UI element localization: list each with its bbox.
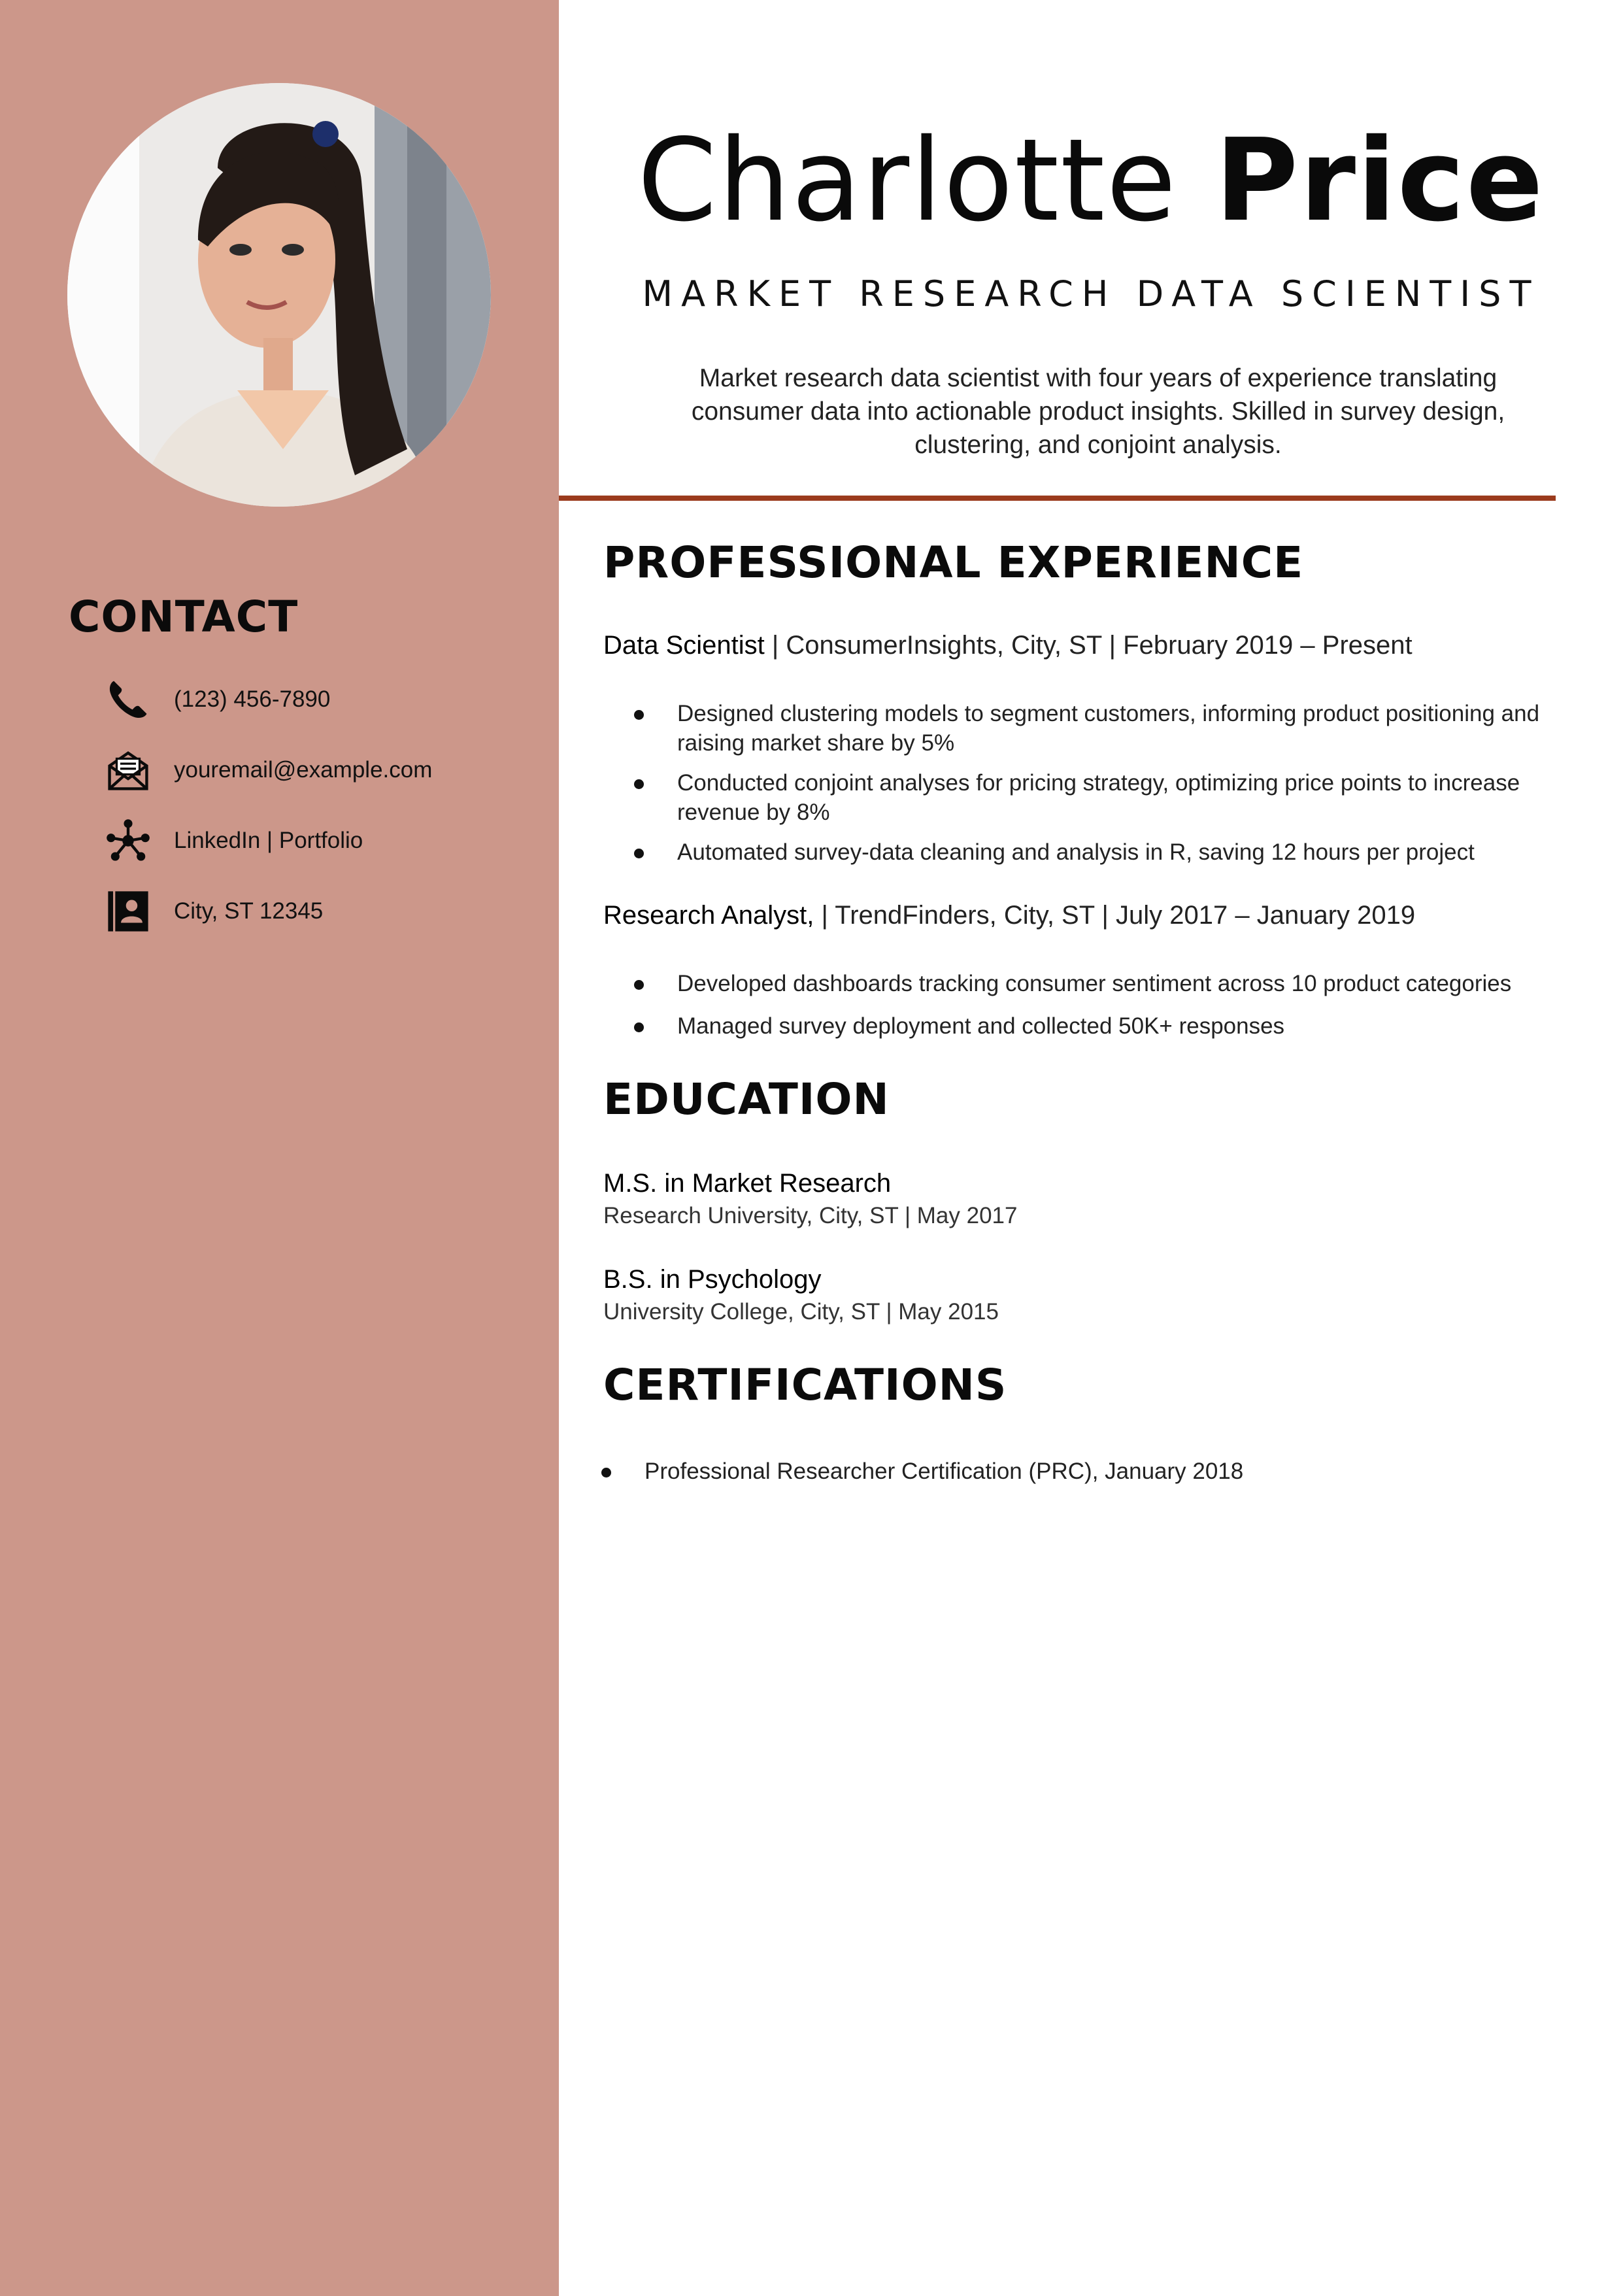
job-2-bullets: [627, 969, 1543, 1041]
job-title: MARKET RESEARCH DATA SCIENTIST: [642, 273, 1540, 314]
list-item: Designed clustering models to segment customers, informing product positioning and raising market share by 5%: [627, 699, 1543, 758]
education-1-degree: M.S. in Market Research: [603, 1169, 892, 1198]
last-name: Price: [1214, 114, 1545, 247]
profile-photo: [67, 83, 491, 507]
sidebar: [0, 0, 559, 2296]
contact-item-phone: [103, 673, 330, 726]
header-divider: [559, 496, 1556, 501]
network-icon: [103, 816, 153, 866]
contact-links-text[interactable]: LinkedIn | Portfolio: [174, 828, 363, 853]
list-item: Automated survey-data cleaning and analysis in R, saving 12 hours per project: [627, 837, 1543, 867]
experience-heading: PROFESSIONAL EXPERIENCE: [603, 537, 1304, 588]
education-heading: EDUCATION: [603, 1074, 890, 1124]
job-1-role: Data Scientist: [603, 631, 765, 660]
contact-phone-text: (123) 456-7890: [174, 686, 331, 712]
list-item: Developed dashboards tracking consumer sentiment across 10 product categories: [627, 969, 1543, 998]
certifications-list: [595, 1457, 1510, 1486]
job-1-line: [603, 631, 1413, 660]
summary: Market research data scientist with four years of experience translating consumer data into actionable product insights. Skilled in survey design, clustering, and conjoint analysis.: [691, 364, 1505, 459]
education-2-school: University College, City, ST | May 2015: [603, 1299, 999, 1325]
list-item: Conducted conjoint analyses for pricing strategy, optimizing price points to increase revenue by 8%: [627, 768, 1543, 827]
job-1-bullets: [627, 699, 1543, 867]
job-1-details: | ConsumerInsights, City, ST | February 2019 – Present: [764, 631, 1413, 660]
education-1-school: Research University, City, ST | May 2017: [603, 1203, 1018, 1228]
contact-heading: CONTACT: [69, 592, 299, 642]
first-name: Charlotte: [637, 114, 1178, 247]
phone-icon: [103, 675, 153, 724]
contact-item-links: [103, 815, 363, 867]
address-book-icon: [103, 886, 153, 936]
profile-photo-illustration: [67, 83, 491, 507]
candidate-name: [559, 114, 1623, 247]
job-2-details: | TrendFinders, City, ST | July 2017 – January 2019: [814, 901, 1416, 930]
job-2-line: [603, 901, 1415, 930]
contact-address-text: City, ST 12345: [174, 898, 324, 924]
contact-item-email: [103, 744, 432, 796]
job-2-role: Research Analyst,: [603, 901, 814, 930]
list-item: Managed survey deployment and collected 50K+ responses: [627, 1011, 1543, 1041]
contact-email-text[interactable]: youremail@example.com: [174, 757, 433, 783]
certifications-heading: CERTIFICATIONS: [603, 1360, 1007, 1410]
email-icon: [103, 745, 153, 795]
contact-item-address: [103, 885, 323, 937]
list-item: Professional Researcher Certification (PRC), January 2018: [595, 1457, 1510, 1486]
education-2-degree: B.S. in Psychology: [603, 1265, 822, 1294]
